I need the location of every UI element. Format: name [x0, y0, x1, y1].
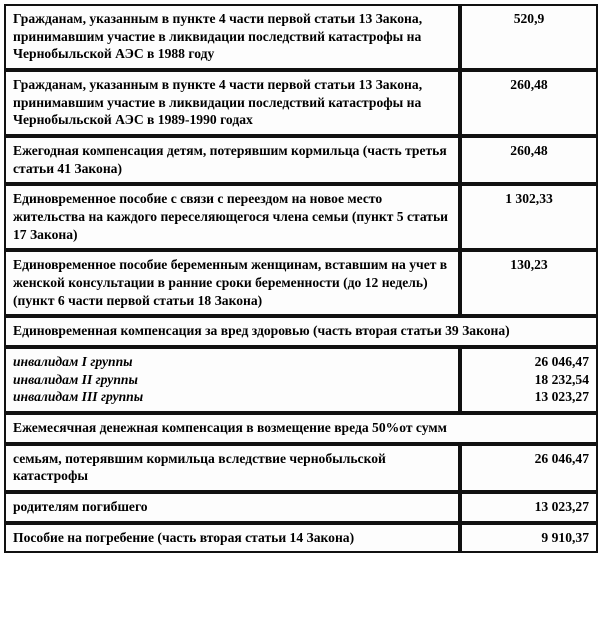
payment-description-cell: Гражданам, указанным в пункте 4 части первой статьи 13 Закона, принимавшим участие в ликвидации последствий катастрофы на Чернобыльской АЭС в 1988 году — [4, 4, 460, 70]
table-row — [4, 184, 598, 250]
table-row — [4, 523, 598, 554]
table-body — [4, 4, 598, 553]
disability-groups-cell — [4, 347, 460, 413]
table-row — [4, 70, 598, 136]
table-row-section-header — [4, 316, 598, 347]
payment-description-cell: Единовременное пособие беременным женщинам, вставшим на учет в женской консультации в ранние сроки беременности (до 12 недель) (пункт 6 части первой статьи 18 Закона) — [4, 250, 460, 316]
payment-description-cell: родителям погибшего — [4, 492, 460, 523]
table-row — [4, 444, 598, 492]
payment-amount-cell: 26 046,47 — [460, 444, 598, 492]
payment-description-cell: Пособие на погребение (часть вторая статьи 14 Закона) — [4, 523, 460, 554]
table-row — [4, 4, 598, 70]
compensation-table — [4, 4, 598, 553]
section-header-health-damage: Единовременная компенсация за вред здоровью (часть вторая статьи 39 Закона) — [4, 316, 598, 347]
table-row — [4, 347, 598, 413]
payment-amount-cell: 130,23 — [460, 250, 598, 316]
payment-amount-cell: 260,48 — [460, 136, 598, 184]
payment-amount-cell: 1 302,33 — [460, 184, 598, 250]
disability-group-amount: 13 023,27 — [534, 389, 589, 405]
table-row — [4, 250, 598, 316]
payment-description-cell: Единовременное пособие с связи с переездом на новое место жительства на каждого переселяющегося члена семьи (пункт 5 статьи 17 Закона) — [4, 184, 460, 250]
payment-amount-cell: 260,48 — [460, 70, 598, 136]
payment-description-cell: семьям, потерявшим кормильца вследствие чернобыльской катастрофы — [4, 444, 460, 492]
disability-group-label: инвалидам I группы — [13, 354, 133, 370]
disability-group-label: инвалидам II группы — [13, 371, 138, 387]
payment-description-cell: Ежегодная компенсация детям, потерявшим кормильца (часть третья статьи 41 Закона) — [4, 136, 460, 184]
disability-group-amount: 18 232,54 — [534, 371, 589, 387]
table-row — [4, 492, 598, 523]
disability-group-amount: 26 046,47 — [534, 354, 589, 370]
payment-description-cell: Гражданам, указанным в пункте 4 части первой статьи 13 Закона, принимавшим участие в ликвидации последствий катастрофы на Чернобыльской АЭС в 1989-1990 годах — [4, 70, 460, 136]
payment-amount-cell: 520,9 — [460, 4, 598, 70]
payment-amount-cell: 9 910,37 — [460, 523, 598, 554]
section-header-monthly-compensation: Ежемесячная денежная компенсация в возмещение вреда 50%от сумм — [4, 413, 598, 444]
table-row — [4, 136, 598, 184]
table-row-section-header — [4, 413, 598, 444]
disability-group-label: инвалидам III группы — [13, 389, 144, 405]
payment-amount-cell: 13 023,27 — [460, 492, 598, 523]
disability-amounts-cell — [460, 347, 598, 413]
